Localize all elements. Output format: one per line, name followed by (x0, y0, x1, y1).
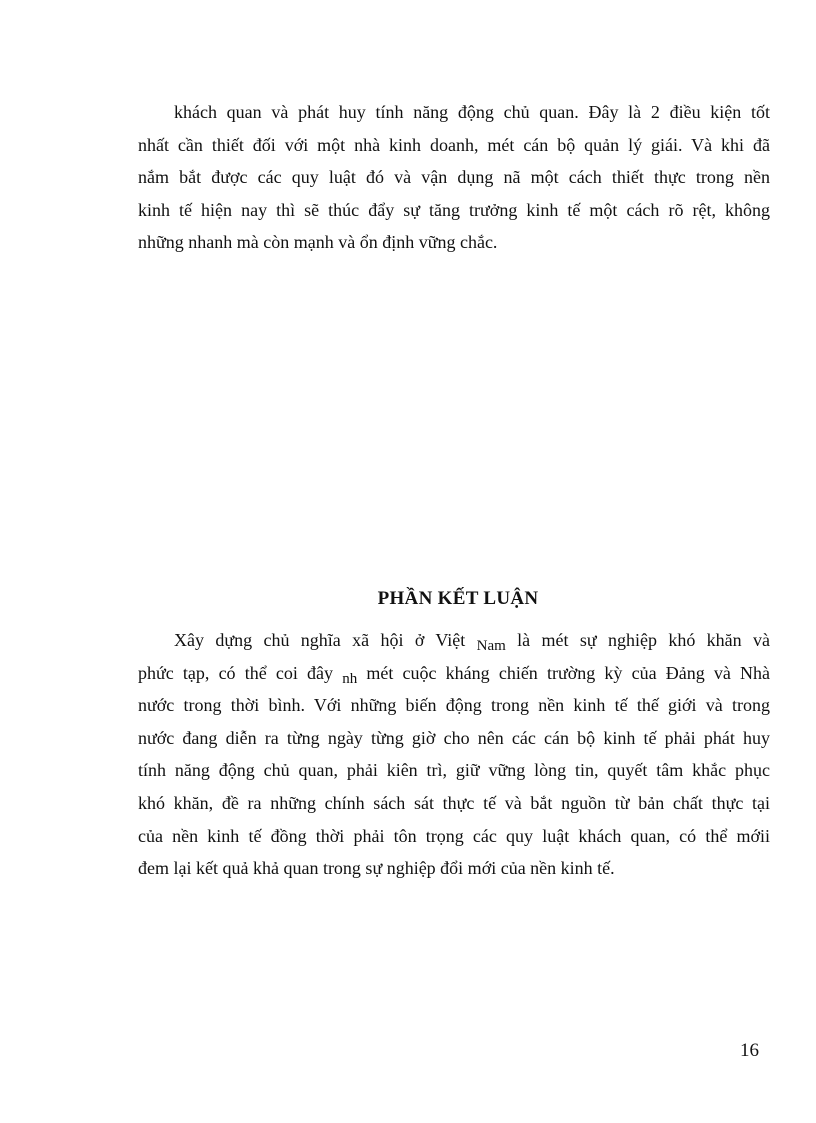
line-text: phức tạp, có thể coi đây (138, 662, 334, 683)
paragraph-line: đem lại kết quả khả quan trong sự nghiệp đổi mới của nền kinh tế. (138, 858, 615, 879)
lowered-text: nh (342, 670, 358, 687)
paragraph-line: nước trong thời bình. Với những biến động trong nền kinh tế thế giới và trong (138, 695, 770, 716)
section-heading: PHẦN KẾT LUẬN (377, 588, 539, 609)
conclusion-paragraph (138, 624, 770, 885)
line-text: là mét sự nghiệp khó khăn và (517, 630, 770, 650)
paragraph-line: nước đang diễn ra từng ngày từng giờ cho nên các cán bộ kinh tế phải phát huy (138, 727, 770, 748)
line-text: mét cuộc kháng chiến trường kỳ của Đảng và Nhà (366, 662, 771, 683)
paragraph-line: những nhanh mà còn mạnh và ổn định vững chắc. (138, 232, 498, 253)
line-text: Xây dựng chủ nghĩa xã hội ở Việt (174, 630, 466, 650)
paragraph-line: của nền kinh tế đồng thời phải tôn trọng các quy luật khách quan, có thể mớii (138, 825, 770, 846)
intro-paragraph (138, 96, 770, 259)
paragraph-line: khách quan và phát huy tính năng động chủ quan. Đây là 2 điều kiện tốt (174, 102, 770, 122)
paragraph-line (138, 624, 770, 657)
paragraph-line: nhất cần thiết đối với một nhà kinh doanh, mét cán bộ quản lý giái. Và khi đã (138, 134, 770, 155)
lowered-text: Nam (476, 638, 506, 654)
paragraph-line: khó khăn, đề ra những chính sách sát thực tế và bắt nguồn từ bản chất thực tại (138, 792, 770, 813)
paragraph-line (138, 657, 770, 690)
paragraph-line: kinh tế hiện nay thì sẽ thúc đẩy sự tăng trưởng kinh tế một cách rõ rệt, không (138, 199, 770, 220)
paragraph-line: tính năng động chủ quan, phải kiên trì, giữ vững lòng tin, quyết tâm khắc phục (138, 760, 770, 781)
paragraph-line: nắm bắt được các quy luật đó và vận dụng nã một cách thiết thực trong nền (138, 167, 770, 188)
page-number: 16 (740, 1040, 759, 1061)
